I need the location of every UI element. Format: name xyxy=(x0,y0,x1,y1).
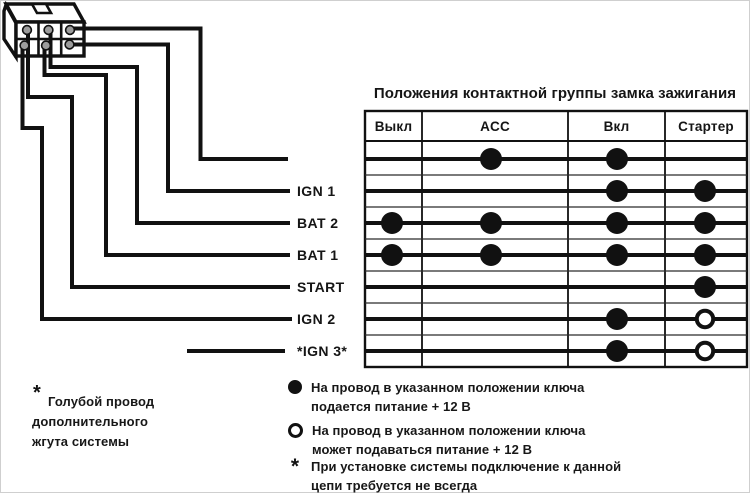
table-title: Положения контактной группы замка зажигания xyxy=(373,85,737,102)
footnote-text: жгута системы xyxy=(32,434,130,449)
connector-pin xyxy=(66,26,75,35)
asterisk-icon: * xyxy=(290,455,300,478)
column-header-acc: ACC xyxy=(480,119,510,134)
wire-label-6: *IGN 3* xyxy=(297,343,348,359)
contact-dot-hollow xyxy=(697,311,713,327)
filled-circle-icon xyxy=(288,380,302,394)
contact-table-art xyxy=(365,111,747,367)
contact-dot-filled xyxy=(606,180,628,202)
wire-label-5: IGN 2 xyxy=(297,311,336,327)
contact-dot-filled xyxy=(381,244,403,266)
wire-unlabeled xyxy=(70,29,288,160)
contact-dot-filled xyxy=(606,148,628,170)
wire-label-1: IGN 1 xyxy=(297,183,336,199)
contact-dot-filled xyxy=(606,340,628,362)
wire-bat2 xyxy=(51,31,291,223)
connector-pin xyxy=(65,40,74,49)
wire-label-3: BAT 1 xyxy=(297,247,339,263)
contact-dot-filled xyxy=(606,244,628,266)
legend-text: При установке системы подключение к данной xyxy=(311,459,622,474)
legend-text: На провод в указанном положении ключа xyxy=(312,423,586,438)
legend-item-asterisk xyxy=(288,457,621,493)
contact-dot-filled xyxy=(694,180,716,202)
contact-dot-filled xyxy=(480,148,502,170)
legend-item-hollow xyxy=(288,421,585,459)
contact-dot-filled xyxy=(606,308,628,330)
contact-dot-filled xyxy=(606,212,628,234)
connector-pin xyxy=(44,26,53,35)
legend-text: На провод в указанном положении ключа xyxy=(311,380,585,395)
contact-dot-filled xyxy=(694,212,716,234)
contact-dot-filled xyxy=(480,212,502,234)
contact-dot-filled xyxy=(694,244,716,266)
column-header-starter: Стартер xyxy=(678,119,734,134)
wire-ign2 xyxy=(23,46,293,319)
wire-label-4: START xyxy=(297,279,345,295)
footnote-text: Голубой провод xyxy=(48,394,155,409)
footnote xyxy=(32,382,192,452)
connector-pin xyxy=(20,41,29,50)
contact-dot-filled xyxy=(381,212,403,234)
connector-pin xyxy=(23,26,32,35)
column-header-on: Вкл xyxy=(603,119,630,134)
wires xyxy=(23,29,293,352)
legend-text: цепи требуется не всегда xyxy=(311,478,478,493)
contact-dot-hollow xyxy=(697,343,713,359)
column-header-off: Выкл xyxy=(374,119,413,134)
footnote-text: дополнительного xyxy=(32,414,149,429)
legend-text: может подаваться питание + 12 В xyxy=(312,442,533,457)
wire-label-2: BAT 2 xyxy=(297,215,339,231)
connector-pin xyxy=(42,41,51,50)
contact-dot-filled xyxy=(694,276,716,298)
asterisk-icon: * xyxy=(33,382,41,404)
contact-dot-filled xyxy=(480,244,502,266)
connector-latch-tab xyxy=(32,4,51,13)
legend-text: подается питание + 12 В xyxy=(311,399,471,414)
hollow-circle-icon xyxy=(288,423,303,438)
legend-item-filled xyxy=(288,378,584,416)
